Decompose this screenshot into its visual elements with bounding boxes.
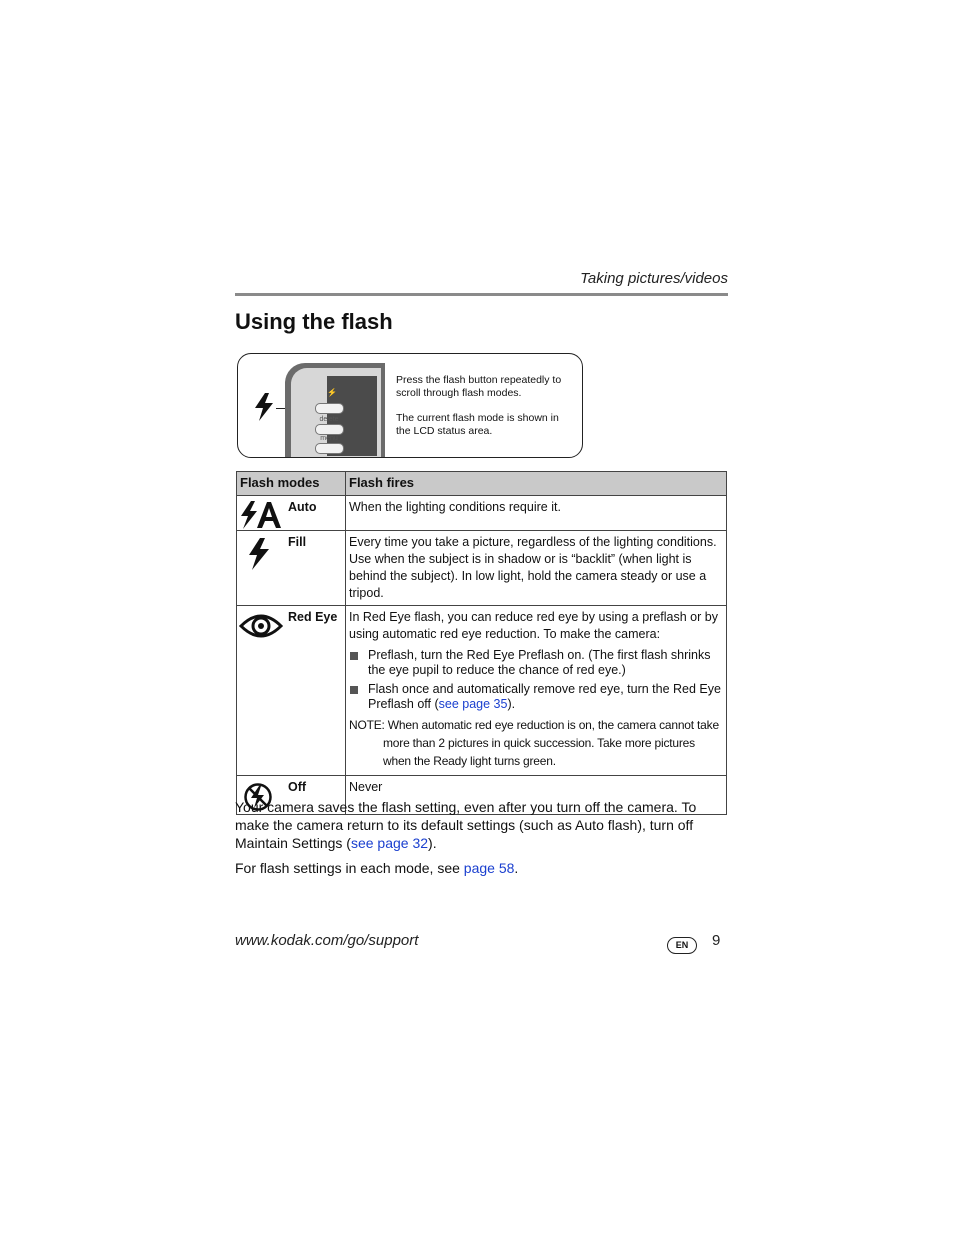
header-flash-modes: Flash modes (237, 472, 346, 496)
page-number: 9 (712, 932, 721, 949)
bullet-text: Preflash, turn the Red Eye Preflash on. (The first flash shrinks the eye pupil to reduce the chance of red eye.) (368, 648, 711, 677)
header-flash-fires: Flash fires (346, 472, 727, 496)
red-eye-icon (239, 610, 283, 642)
camera-menu-button (315, 443, 344, 454)
paragraph-prefix: For flash settings in each mode, see (235, 860, 464, 876)
section-header: Taking pictures/videos (580, 270, 728, 287)
red-eye-description: In Red Eye flash, you can reduce red eye by using a preflash or by using automatic red eye reduction. To make the camera: (349, 610, 718, 641)
paragraph-prefix: Your camera saves the flash setting, even after you turn off the camera. To make the camera return to its default settings (such as Auto flash), turn off Maintain Settings ( (235, 799, 697, 851)
bullet-text-prefix: Flash once and automatically remove red eye, turn the Red Eye Preflash off ( (368, 682, 721, 711)
callout-text-2: The current flash mode is shown in the LCD status area. (396, 412, 559, 437)
flash-modes-table (236, 471, 727, 815)
bullet-text (368, 682, 723, 711)
mode-cell-fill (237, 531, 346, 606)
flash-icon (252, 392, 276, 422)
callout-text-1: Press the flash button repeatedly to scroll through flash modes. (396, 374, 562, 399)
camera-delete-button (315, 424, 344, 435)
bullet-square-icon (350, 652, 358, 660)
footer-url: www.kodak.com/go/support (235, 932, 419, 949)
paragraph-flash-settings (235, 859, 730, 877)
mode-label: Red Eye (288, 610, 338, 624)
paragraph-maintain-settings (235, 798, 730, 852)
mode-cell-red-eye (237, 606, 346, 776)
bullet-text-suffix: ). (507, 696, 516, 711)
flash-callout-illustration (237, 353, 583, 458)
table-row (237, 531, 727, 606)
camera-menu-label: menu (320, 435, 338, 442)
flash-fill-icon (247, 537, 271, 571)
callout-text (396, 374, 576, 450)
fires-cell: Never (346, 776, 727, 815)
mode-label: Auto (288, 500, 317, 514)
red-eye-note: NOTE: When automatic red eye reduction is on, the camera cannot take more than 2 pictures in quick succession. Take more pictures when the Ready light turns green. (349, 718, 719, 768)
fires-cell: Every time you take a picture, regardless of the lighting conditions. Use when the subject is in shadow or is “backlit” (when light is behind the subject). In low light, hold the camera steady or use a tripod. (346, 531, 727, 606)
list-item (349, 648, 723, 677)
fires-cell (346, 606, 727, 776)
flash-auto-icon (239, 500, 281, 530)
mode-cell-auto (237, 496, 346, 531)
header-rule (235, 293, 728, 296)
paragraph-suffix: . (514, 860, 519, 876)
see-page-35-link[interactable]: see page 35 (438, 696, 508, 711)
table-header-row (237, 472, 727, 496)
body-text (235, 798, 730, 884)
page-58-link[interactable]: page 58 (463, 860, 515, 876)
list-item (349, 682, 723, 711)
fires-cell: When the lighting conditions require it. (346, 496, 727, 531)
camera-flash-button (315, 403, 344, 414)
flash-indicator-icon: ⚡ (327, 388, 337, 397)
page-title: Using the flash (235, 309, 393, 334)
paragraph-suffix: ). (428, 835, 437, 851)
mode-label: Fill (288, 535, 307, 549)
see-page-32-link[interactable]: see page 32 (350, 835, 429, 851)
table-row (237, 496, 727, 531)
camera-delete-label: delete (319, 416, 339, 423)
language-badge: EN (667, 937, 697, 954)
table-row (237, 606, 727, 776)
mode-label: Off (288, 780, 307, 794)
bullet-square-icon (350, 686, 358, 694)
